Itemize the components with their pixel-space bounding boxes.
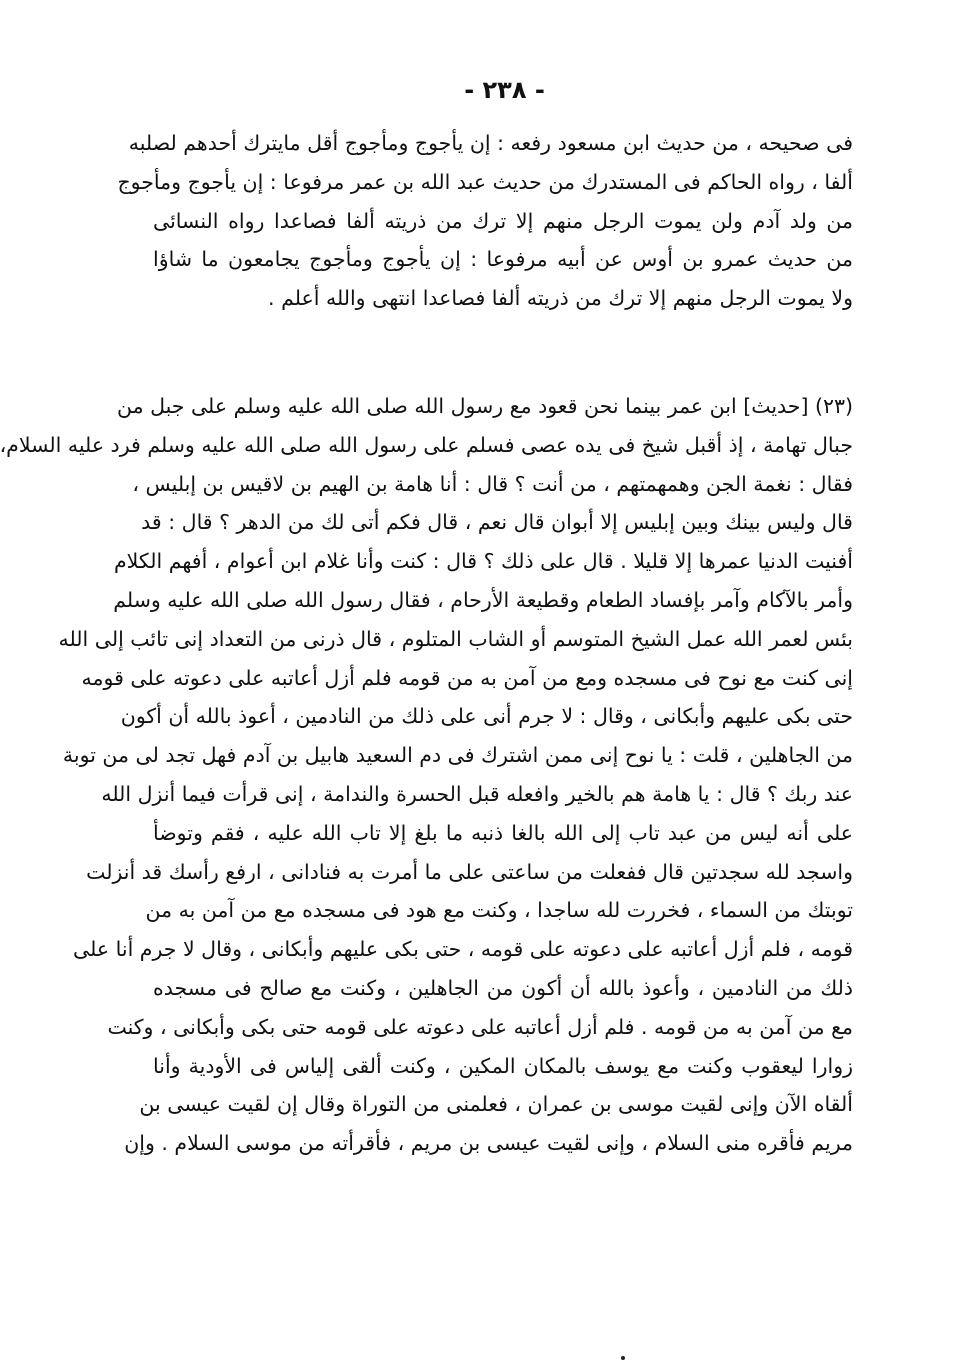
paragraph-1 [117, 124, 853, 318]
text-line: قال وليس بينك وبين إبليس إلا أبوان قال نعم ، قال فكم أتى لك من الدهر ؟ قال : قد [141, 510, 853, 535]
text-line: من حديث عمرو بن أوس عن أبيه مرفوعا : إن يأجوج ومأجوج يجامعون ما شاؤا [153, 247, 853, 272]
text-line: فقال : نغمة الجن وهمهمتهم ، من أنت ؟ قال : أنا هامة بن الهيم بن لاقيس بن إبليس ، [132, 471, 853, 496]
text-line: عند ربك ؟ قال : يا هامة هم بالخير وافعله قبل الحسرة والندامة ، إنى قرأت فيما أنزل الله [101, 781, 853, 806]
text-line: بئس لعمر الله عمل الشيخ المتوسم أو الشاب المتلوم ، قال ذرنى من التعداد إنى تائب إلى الله [58, 626, 853, 651]
text-line: قومه ، فلم أزل أعاتبه على دعوته على قومه ، حتى بكى عليهم وأبكانى ، وقال لا جرم أنا على [73, 937, 853, 962]
text-line: على أنه ليس من عبد تاب إلى الله بالغا ذنبه ما بلغ إلا تاب الله عليه ، فقم وتوضأ [153, 820, 853, 845]
text-line: من الجاهلين ، قلت : يا نوح إنى ممن اشترك فى دم السعيد هابيل بن آدم فهل تجد لى من توبة [62, 743, 853, 768]
text-line: ألقاه الآن وإنى لقيت موسى بن عمران ، فعلمنى من التوراة وقال إن لقيت عيسى بن [139, 1092, 853, 1117]
paragraph-2 [0, 387, 853, 1163]
page-number: - ٢٣٨ - [464, 76, 545, 104]
text-line: توبتك من السماء ، فخررت لله ساجدا ، وكنت مع هود فى مسجده مع من آمن به من [145, 898, 853, 923]
text-line: زوارا ليعقوب وكنت مع يوسف بالمكان المكين ، وكنت ألقى إلياس فى الأودية وأنا [153, 1053, 853, 1078]
text-line: واسجد لله سجدتين قال ففعلت من ساعتى على ما أمرت به فنادانى ، ارفع رأسك قد أنزلت [86, 859, 853, 884]
text-line: (٢٣) [حديث] ابن عمر بينما نحن قعود مع رسول الله صلى الله عليه وسلم على جبل من [116, 394, 853, 418]
text-line: فى صحيحه ، من حديث ابن مسعود رفعه : إن يأجوج ومأجوج أقل مايترك أحدهم لصلبه [128, 131, 853, 155]
text-line: وأمر بالآكام وآمر بإفساد الطعام وقطيعة الأرحام ، فقال رسول الله صلى الله عليه وسلم [113, 587, 853, 612]
text-line: حتى بكى عليهم وأبكانى ، وقال : لا جرم أنى على ذلك من النادمين ، أعوذ بالله أن أكون [120, 704, 853, 729]
text-line: ولا يموت الرجل منهم إلا ترك من ذريته ألفا فصاعدا انتهى والله أعلم . [268, 286, 853, 311]
ink-speck [621, 1356, 625, 1360]
text-line: مريم فأقره منى السلام ، وإنى لقيت عيسى بن مريم ، فأقرأته من موسى السلام . وإن [124, 1131, 853, 1156]
text-line: من ولد آدم ولن يموت الرجل منهم إلا ترك من ذريته ألفا فصاعدا رواه النسائى [153, 208, 853, 233]
text-line: ألفا ، رواه الحاكم فى المستدرك من حديث عبد الله بن عمر مرفوعا : إن يأجوج ومأجوج [117, 169, 853, 194]
text-line: ذلك من النادمين ، وأعوذ بالله أن أكون من الجاهلين ، وكنت مع صالح فى مسجده [153, 975, 853, 1000]
text-line: أفنيت الدنيا عمرها إلا قليلا . قال على ذلك ؟ قال : كنت وأنا غلام ابن أعوام ، أفهم الكلام [113, 549, 853, 574]
text-line: جبال تهامة ، إذ أقبل شيخ فى يده عصى فسلم على رسول الله صلى الله عليه وسلم فرد عليه السلام، [0, 432, 853, 457]
text-line: إنى كنت مع نوح فى مسجده ومع من آمن به من قومه فلم أزل أعاتبه على دعوته على قومه [81, 665, 853, 690]
text-line: مع من آمن به من قومه . فلم أزل أعاتبه على دعوته على قومه حتى بكى وأبكانى ، وكنت [107, 1014, 853, 1039]
